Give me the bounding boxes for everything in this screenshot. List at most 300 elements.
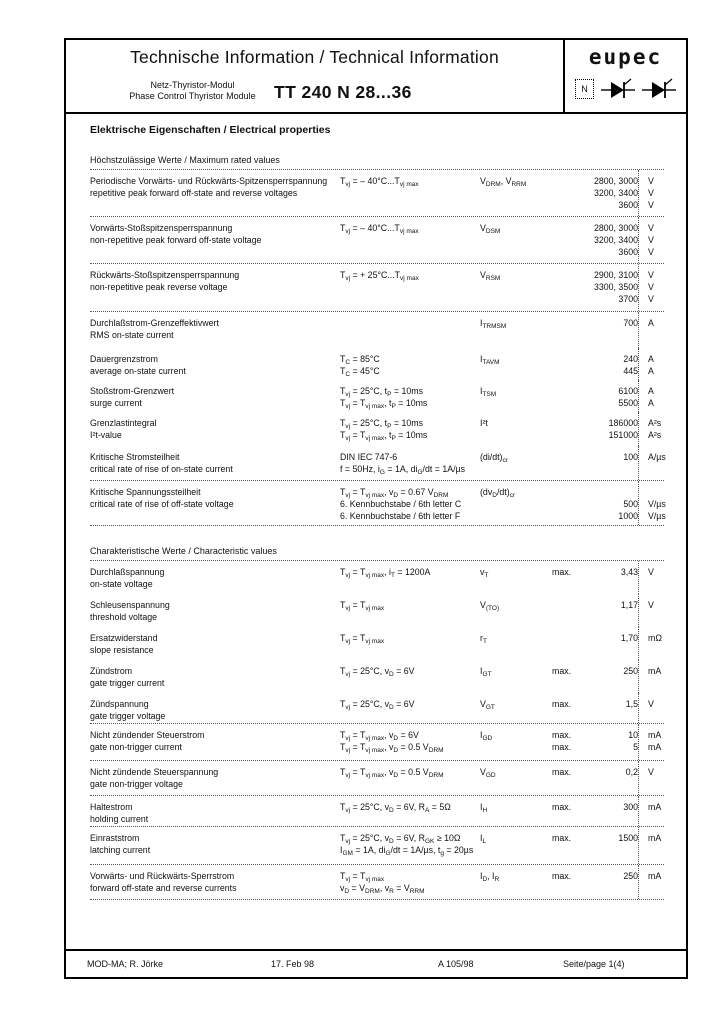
property-name-german: Nicht zündender Steuerstrom bbox=[90, 730, 205, 740]
unit-line: V bbox=[648, 200, 654, 210]
property-name-english: I²t-value bbox=[90, 430, 122, 440]
property-name-english: surge current bbox=[90, 398, 142, 408]
condition-line: $T_C = 45^\circ C$ bbox=[340, 366, 380, 378]
unit bbox=[638, 412, 664, 446]
property-name bbox=[90, 796, 340, 826]
max-line: max. bbox=[552, 833, 572, 843]
value-line: 1000 bbox=[618, 511, 638, 521]
max-label bbox=[552, 264, 586, 311]
value-line: 1,70 bbox=[620, 633, 638, 643]
max-line bbox=[552, 246, 586, 258]
page-frame bbox=[64, 38, 688, 979]
condition-line: $T_{vj} = T_{vj max}$, $t_P = 10ms$ bbox=[340, 398, 428, 410]
symbol: $I_{GT}$ bbox=[480, 666, 492, 678]
unit-line: V bbox=[648, 294, 654, 304]
condition-line: $T_{vj} = 25^\circ C$, $t_P = 10ms$ bbox=[340, 386, 423, 398]
property-name-english: gate trigger voltage bbox=[90, 711, 166, 721]
unit bbox=[638, 627, 664, 660]
unit bbox=[638, 380, 664, 412]
property-name-english: gate non-trigger current bbox=[90, 742, 182, 752]
max-line: max. bbox=[552, 871, 572, 881]
test-conditions bbox=[340, 724, 480, 760]
unit-line: V bbox=[648, 235, 654, 245]
table-row bbox=[90, 348, 664, 380]
test-conditions bbox=[340, 693, 480, 723]
section-title: Elektrische Eigenschaften / Electrical properties bbox=[90, 124, 331, 136]
table-row bbox=[90, 594, 664, 627]
unit bbox=[638, 693, 664, 723]
value-line: 3600 bbox=[618, 247, 638, 257]
value-line: 5500 bbox=[618, 398, 638, 408]
value bbox=[586, 264, 638, 311]
property-name-german: Zündstrom bbox=[90, 666, 133, 676]
condition-line: $T_{vj} = 25^\circ C$, $v_D = 6V$, $R_A = 5\Omega$ bbox=[340, 802, 451, 814]
condition-line: $T_{vj} = T_{vj max}$, $v_D = 0.5$ $V_{DRM}$ bbox=[340, 767, 444, 779]
symbol: $I_H$ bbox=[480, 802, 488, 814]
max-line: max. bbox=[552, 666, 572, 676]
unit bbox=[638, 312, 664, 348]
max-line bbox=[552, 281, 586, 293]
value-line: 151000 bbox=[608, 430, 638, 440]
value-line: 3600 bbox=[618, 200, 638, 210]
value bbox=[586, 561, 638, 594]
test-conditions bbox=[340, 348, 480, 380]
max-line bbox=[552, 317, 586, 329]
test-conditions bbox=[340, 446, 480, 480]
thyristor-symbol-icon bbox=[642, 78, 676, 100]
property-name bbox=[90, 660, 340, 693]
module-outline-icon: N bbox=[575, 79, 594, 99]
value bbox=[586, 312, 638, 348]
symbol: $v_T$ bbox=[480, 567, 489, 579]
properties-table bbox=[90, 152, 664, 900]
condition-line: $T_{vj} = T_{vj max}$ bbox=[340, 600, 385, 612]
unit-line: V bbox=[648, 282, 654, 292]
property-name bbox=[90, 264, 340, 311]
test-conditions bbox=[340, 170, 480, 216]
property-name-english: repetitive peak forward off-state and reverse voltages bbox=[90, 188, 298, 198]
table-section bbox=[90, 170, 664, 526]
property-name-german: Haltestrom bbox=[90, 802, 133, 812]
unit bbox=[638, 724, 664, 760]
property-name-english: non-repetitive peak reverse voltage bbox=[90, 282, 228, 292]
condition-line: $T_{vj} = 25^\circ C$, $v_D = 6V$ bbox=[340, 666, 415, 678]
condition-line: $T_{vj} = T_{vj max}$ bbox=[340, 871, 385, 883]
max-line bbox=[552, 175, 586, 187]
condition-line: $T_{vj} = 25^\circ C$, $v_D = 6V$, $R_{GK} \ge 10\Omega$ bbox=[340, 833, 461, 845]
property-name-german: Dauergrenzstrom bbox=[90, 354, 158, 364]
value bbox=[586, 724, 638, 760]
table-row bbox=[90, 311, 664, 348]
property-name-english: on-state voltage bbox=[90, 579, 153, 589]
unit-line: V bbox=[648, 767, 654, 777]
condition-line: 6. Kennbuchstabe / 6th letter F bbox=[340, 511, 461, 521]
unit-line: mA bbox=[648, 871, 662, 881]
unit bbox=[638, 446, 666, 480]
test-conditions bbox=[340, 412, 480, 446]
property-name bbox=[90, 627, 340, 660]
test-conditions bbox=[340, 865, 480, 899]
property-name bbox=[90, 312, 340, 348]
property-name-german: Kritische Spannungssteilheit bbox=[90, 487, 201, 497]
property-name-english: RMS on-state current bbox=[90, 330, 174, 340]
value-line: 2800, 3000 bbox=[593, 176, 638, 186]
symbol: $V_{GT}$ bbox=[480, 699, 495, 711]
value-line: 3,43 bbox=[620, 567, 638, 577]
test-conditions bbox=[340, 594, 480, 627]
unit-line: V/µs bbox=[648, 499, 666, 509]
max-line bbox=[552, 510, 586, 522]
brand-logo: eupec bbox=[588, 45, 663, 69]
unit-line: mA bbox=[648, 742, 662, 752]
condition-line: $T_{vj} = T_{vj max}$, $t_P = 10ms$ bbox=[340, 430, 428, 442]
max-line bbox=[552, 486, 586, 498]
value bbox=[586, 827, 638, 864]
property-name bbox=[90, 594, 340, 627]
property-name-english: holding current bbox=[90, 814, 149, 824]
property-name-german: Schleusenspannung bbox=[90, 600, 170, 610]
symbol: $V_{DSM}$ bbox=[480, 223, 501, 235]
table-row bbox=[90, 795, 664, 826]
value-line: 10 bbox=[628, 730, 638, 740]
property-name bbox=[90, 348, 340, 380]
symbol: $V_{(TO)}$ bbox=[480, 600, 500, 612]
unit bbox=[638, 561, 664, 594]
table-section bbox=[90, 561, 664, 900]
test-conditions bbox=[340, 380, 480, 412]
property-name-german: Ersatzwiderstand bbox=[90, 633, 158, 643]
max-label bbox=[552, 481, 586, 525]
property-name-english: slope resistance bbox=[90, 645, 154, 655]
max-line: max. bbox=[552, 742, 572, 752]
property-name-german: Grenzlastintegral bbox=[90, 418, 157, 428]
table-row bbox=[90, 380, 664, 412]
value-line: 3200, 3400 bbox=[593, 235, 638, 245]
unit bbox=[638, 594, 664, 627]
property-name bbox=[90, 412, 340, 446]
condition-line: $T_C = 85^\circ C$ bbox=[340, 354, 380, 366]
unit-line: A²s bbox=[648, 430, 662, 440]
property-name bbox=[90, 865, 340, 899]
brand-cell bbox=[563, 40, 686, 112]
condition-line: $T_{vj} = 25^\circ C$, $t_P = 10ms$ bbox=[340, 418, 423, 430]
property-name-english: forward off-state and reverse currents bbox=[90, 883, 237, 893]
document-body bbox=[90, 124, 664, 900]
thyristor-symbol-icon bbox=[601, 78, 635, 100]
condition-line: 6. Kennbuchstabe / 6th letter C bbox=[340, 499, 462, 509]
unit bbox=[638, 660, 664, 693]
symbol: $(di/dt)_{cr}$ bbox=[480, 452, 508, 464]
condition-line: $T_{vj}$ = – $40^\circ C...T_{vj max}$ bbox=[340, 223, 419, 235]
symbol: I²t bbox=[480, 418, 488, 428]
max-line: max. bbox=[552, 767, 572, 777]
unit bbox=[638, 264, 664, 311]
value bbox=[586, 660, 638, 693]
product-subtitle bbox=[110, 80, 275, 102]
document-footer bbox=[66, 949, 686, 977]
max-label bbox=[552, 170, 586, 216]
max-line bbox=[552, 234, 586, 246]
condition-line: $T_{vj} = T_{vj max}$, $i_T = 1200A$ bbox=[340, 567, 431, 579]
symbol: $V_{GD}$ bbox=[480, 767, 496, 779]
condition-line: $T_{vj}$ = – $40^\circ C...T_{vj max}$ bbox=[340, 176, 419, 188]
footer-page-number: Seite/page 1(4) bbox=[563, 959, 625, 969]
property-name bbox=[90, 827, 340, 864]
table-row bbox=[90, 446, 664, 480]
condition-line: f = 50Hz, $i_G = 1A$, $di_G/dt = 1A/\mu s$ bbox=[340, 464, 465, 476]
property-name-german: Kritische Stromsteilheit bbox=[90, 452, 180, 462]
max-line bbox=[552, 417, 586, 429]
test-conditions bbox=[340, 761, 480, 795]
table-row bbox=[90, 561, 664, 594]
subsection-heading: Charakteristische Werte / Characteristic values bbox=[90, 546, 277, 556]
value-line: 250 bbox=[623, 871, 638, 881]
max-label bbox=[552, 627, 586, 660]
max-label bbox=[552, 561, 586, 594]
value bbox=[586, 796, 638, 826]
unit bbox=[638, 796, 664, 826]
symbol: $I_D$, $I_R$ bbox=[480, 871, 500, 883]
max-label bbox=[552, 217, 586, 263]
symbol: $I_{TRMSM}$ bbox=[480, 318, 507, 330]
value-line: 2800, 3000 bbox=[593, 223, 638, 233]
property-name-german: Vorwärts-Stoßspitzensperrspannung bbox=[90, 223, 233, 233]
property-name bbox=[90, 693, 340, 723]
symbol: $I_{TSM}$ bbox=[480, 386, 497, 398]
condition-line: DIN IEC 747-6 bbox=[340, 452, 398, 462]
property-name-german: Nicht zündende Steuerspannung bbox=[90, 767, 219, 777]
value-line: 3700 bbox=[618, 294, 638, 304]
condition-line: $T_{vj} = 25^\circ C$, $v_D = 6V$ bbox=[340, 699, 415, 711]
max-label bbox=[552, 446, 586, 480]
test-conditions bbox=[340, 796, 480, 826]
unit bbox=[638, 348, 664, 380]
header-title-block bbox=[66, 40, 563, 112]
value bbox=[586, 380, 638, 412]
max-line: max. bbox=[552, 699, 572, 709]
table-row bbox=[90, 263, 664, 311]
symbol: $V_{RSM}$ bbox=[480, 270, 501, 282]
value bbox=[586, 446, 638, 480]
unit-line: V/µs bbox=[648, 511, 666, 521]
unit-line: mΩ bbox=[648, 633, 662, 643]
unit-line: V bbox=[648, 567, 654, 577]
unit-line: V bbox=[648, 223, 654, 233]
condition-line: $T_{vj} = T_{vj max}$, $v_D = 0.67$ $V_{DRM}$ bbox=[340, 487, 449, 499]
property-name-english: non-repetitive peak forward off-state voltage bbox=[90, 235, 262, 245]
property-name-english: latching current bbox=[90, 845, 151, 855]
value bbox=[586, 693, 638, 723]
max-label bbox=[552, 348, 586, 380]
max-label bbox=[552, 865, 586, 899]
value bbox=[586, 627, 638, 660]
unit bbox=[638, 170, 664, 216]
unit-line: A bbox=[648, 318, 654, 328]
table-row bbox=[90, 864, 664, 899]
condition-line: $T_{vj} = T_{vj max}$ bbox=[340, 633, 385, 645]
unit-line: A bbox=[648, 398, 654, 408]
symbol: $I_{GD}$ bbox=[480, 730, 493, 742]
property-name-german: Rückwärts-Stoßspitzensperrspannung bbox=[90, 270, 240, 280]
footer-department: MOD-MA; R. Jörke bbox=[87, 959, 164, 969]
table-row bbox=[90, 627, 664, 660]
unit-line: A bbox=[648, 354, 654, 364]
property-name-english: average on-state current bbox=[90, 366, 186, 376]
table-row bbox=[90, 693, 664, 723]
unit bbox=[638, 481, 666, 525]
property-name bbox=[90, 561, 340, 594]
value bbox=[586, 761, 638, 795]
value bbox=[586, 412, 638, 446]
condition-line: $T_{vj} = T_{vj max}$, $v_D = 0.5$ $V_{DRM}$ bbox=[340, 742, 444, 754]
max-line bbox=[552, 222, 586, 234]
unit-line: mA bbox=[648, 833, 662, 843]
property-name-german: Zündspannung bbox=[90, 699, 149, 709]
value-line: 3300, 3500 bbox=[593, 282, 638, 292]
test-conditions bbox=[340, 660, 480, 693]
property-name bbox=[90, 380, 340, 412]
unit-line bbox=[648, 486, 666, 498]
max-label bbox=[552, 761, 586, 795]
property-name bbox=[90, 724, 340, 760]
condition-line: $T_{vj}$ = + $25^\circ C...T_{vj max}$ bbox=[340, 270, 419, 282]
unit-line: V bbox=[648, 270, 654, 280]
footer-doc-number: A 105/98 bbox=[438, 959, 474, 969]
value-line: 250 bbox=[623, 666, 638, 676]
max-line bbox=[552, 498, 586, 510]
table-row bbox=[90, 480, 664, 525]
unit bbox=[638, 827, 664, 864]
value-line: 2900, 3100 bbox=[593, 270, 638, 280]
value bbox=[586, 170, 638, 216]
value-line: 186000 bbox=[608, 418, 638, 428]
value-line: 300 bbox=[623, 802, 638, 812]
value bbox=[586, 217, 638, 263]
value-line: 700 bbox=[623, 318, 638, 328]
value-line: 3200, 3400 bbox=[593, 188, 638, 198]
value-line: 445 bbox=[623, 366, 638, 376]
property-name bbox=[90, 446, 340, 480]
max-line bbox=[552, 451, 586, 463]
max-line: max. bbox=[552, 730, 572, 740]
value bbox=[586, 348, 638, 380]
test-conditions bbox=[340, 561, 480, 594]
max-label bbox=[552, 312, 586, 348]
max-label bbox=[552, 796, 586, 826]
unit bbox=[638, 865, 664, 899]
value-line: 100 bbox=[623, 452, 638, 462]
value-line: 1500 bbox=[618, 833, 638, 843]
document-header bbox=[66, 40, 686, 114]
property-name-english: critical rate of rise of on-state current bbox=[90, 464, 233, 474]
test-conditions bbox=[340, 217, 480, 263]
max-label bbox=[552, 827, 586, 864]
max-line bbox=[552, 365, 586, 377]
max-line bbox=[552, 429, 586, 441]
max-label bbox=[552, 412, 586, 446]
property-name-english: critical rate of rise of off-state voltage bbox=[90, 499, 234, 509]
test-conditions bbox=[340, 481, 480, 525]
value-line: 5 bbox=[633, 742, 638, 752]
test-conditions bbox=[340, 827, 480, 864]
value-line: 1,17 bbox=[620, 600, 638, 610]
unit-line: A²s bbox=[648, 418, 662, 428]
unit-line: V bbox=[648, 176, 654, 186]
property-name-german: Stoßstrom-Grenzwert bbox=[90, 386, 175, 396]
max-label bbox=[552, 380, 586, 412]
property-name-english: gate non-trigger voltage bbox=[90, 779, 183, 789]
max-line bbox=[552, 187, 586, 199]
symbol: $V_{DRM}$, $V_{RRM}$ bbox=[480, 176, 527, 188]
property-name bbox=[90, 761, 340, 795]
condition-line: $I_{GM} = 1A$, $di_G/dt = 1A/\mu s$, $t_g = 20\mu s$ bbox=[340, 845, 474, 857]
property-name bbox=[90, 217, 340, 263]
max-line: max. bbox=[552, 567, 572, 577]
document-title: Technische Information / Technical Information bbox=[130, 47, 499, 67]
property-name-german: Einraststrom bbox=[90, 833, 140, 843]
logo-icons bbox=[565, 78, 686, 100]
table-row bbox=[90, 660, 664, 693]
condition-line: $T_{vj} = T_{vj max}$, $v_D = 6V$ bbox=[340, 730, 419, 742]
property-name-german: Durchlaßstrom-Grenzeffektivwert bbox=[90, 318, 219, 328]
max-line bbox=[552, 353, 586, 365]
max-line: max. bbox=[552, 802, 572, 812]
value bbox=[586, 481, 638, 525]
symbol: $I_{TAVM}$ bbox=[480, 354, 500, 366]
table-row bbox=[90, 760, 664, 795]
table-row bbox=[90, 170, 664, 216]
max-label bbox=[552, 693, 586, 723]
max-line bbox=[552, 599, 586, 611]
unit-line: V bbox=[648, 188, 654, 198]
test-conditions bbox=[340, 312, 480, 348]
table-row bbox=[90, 216, 664, 263]
value-line bbox=[586, 486, 638, 498]
unit-line: mA bbox=[648, 730, 662, 740]
condition-line: $v_D = V_{DRM}$, $v_R = V_{RRM}$ bbox=[340, 883, 425, 895]
property-name-german: Durchlaßspannung bbox=[90, 567, 165, 577]
unit bbox=[638, 761, 664, 795]
property-name-english: threshold voltage bbox=[90, 612, 157, 622]
unit-line: A bbox=[648, 386, 654, 396]
unit-line: V bbox=[648, 247, 654, 257]
value bbox=[586, 865, 638, 899]
max-label bbox=[552, 660, 586, 693]
max-line bbox=[552, 397, 586, 409]
test-conditions bbox=[340, 264, 480, 311]
unit-line: V bbox=[648, 699, 654, 709]
unit-line: mA bbox=[648, 802, 662, 812]
value-line: 500 bbox=[623, 499, 638, 509]
symbol: $I_L$ bbox=[480, 833, 487, 845]
value-line: 1,5 bbox=[625, 699, 638, 709]
footer-date: 17. Feb 98 bbox=[271, 959, 315, 969]
table-row bbox=[90, 412, 664, 446]
test-conditions bbox=[340, 627, 480, 660]
unit-line: A bbox=[648, 366, 654, 376]
unit-line: A/µs bbox=[648, 452, 666, 462]
property-name-english: gate trigger current bbox=[90, 678, 165, 688]
max-line bbox=[552, 269, 586, 281]
part-number: TT 240 N 28...36 bbox=[274, 82, 412, 102]
max-line bbox=[552, 199, 586, 211]
symbol: $r_T$ bbox=[480, 633, 487, 645]
unit-line: V bbox=[648, 600, 654, 610]
property-name bbox=[90, 170, 340, 216]
property-name bbox=[90, 481, 340, 525]
max-line bbox=[552, 293, 586, 305]
subtitle-german: Netz-Thyristor-Modul bbox=[150, 80, 235, 90]
